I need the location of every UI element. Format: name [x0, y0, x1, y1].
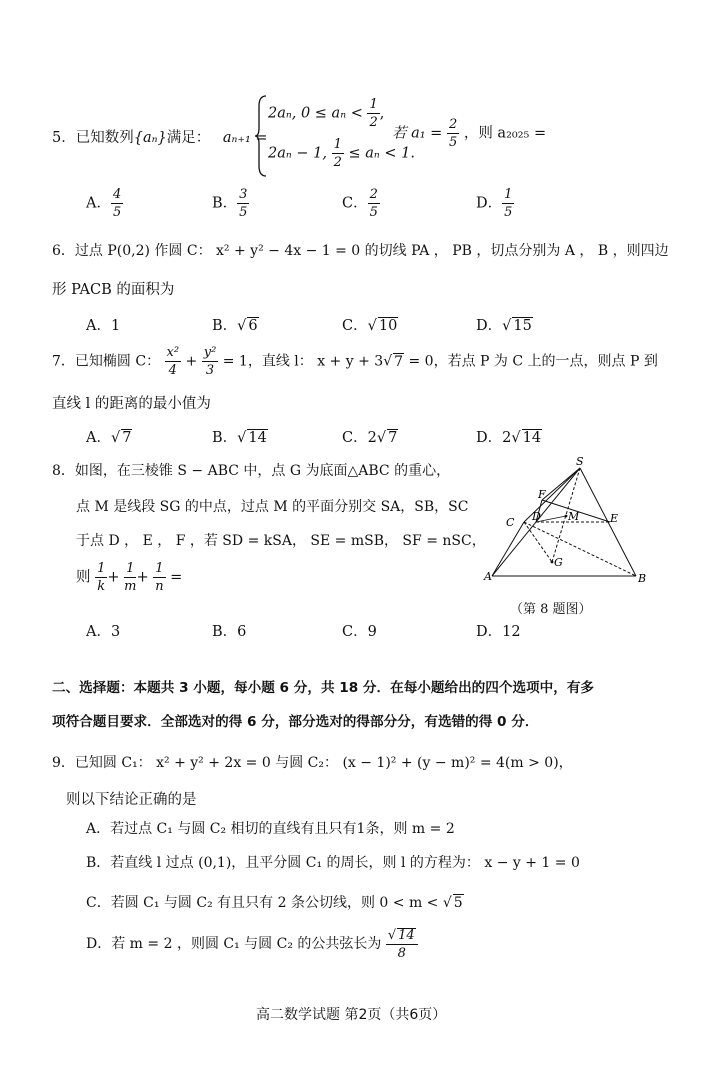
section-2-line1: 二、选择题：本题共 3 小题，每小题 6 分，共 18 分．在每小题给出的四个选项中，有多 — [52, 680, 595, 696]
q5-a-frac — [111, 188, 123, 219]
q5-brace — [254, 94, 268, 178]
q5-case1-num: 1 — [369, 97, 378, 112]
q7-frac2-den: 3 — [205, 363, 215, 378]
figure-label-f: F — [538, 488, 546, 501]
q7-option-a[interactable]: A．√ 7 — [86, 430, 132, 446]
q6-c-root: 10 — [378, 318, 398, 334]
q8-term-k — [95, 562, 107, 593]
q6-line2: 形 PACB 的面积为 — [52, 282, 175, 298]
q5-case1: 2aₙ, 0 ≤ aₙ < $\frac{1}{2}$ , — [268, 97, 385, 130]
q5-d-den: 5 — [504, 205, 513, 220]
q8-term-m — [124, 562, 136, 593]
q8-c-label: C． — [342, 624, 368, 640]
q6-option-a[interactable] — [86, 314, 120, 335]
section-2-line2: 项符合题目要求．全部选对的得 6 分，部分选对的得部分分，有选错的得 0 分． — [52, 714, 539, 730]
q5-c-label: C． — [342, 195, 368, 212]
q9-d-num-root: 14 — [398, 928, 415, 943]
q5-cond-den: 5 — [448, 135, 458, 150]
q8-term-m-num: 1 — [124, 562, 136, 578]
q6-b-root: 6 — [248, 318, 258, 334]
q5-case2-text: 2aₙ − 1, — [268, 145, 327, 162]
q8-option-a[interactable] — [86, 620, 120, 641]
q5-case1-den: 2 — [369, 115, 378, 130]
q7-line1: 7．已知椭圆 C： $\frac{\text{x²}}{4}$ + $\frac{\text{y²}}{3}$ = 1，直线 l： x + y + 3√ 7 = 0，若点 P 为 C 上的一点，则点 P 到 — [52, 345, 658, 378]
q6-d-label: D． — [476, 318, 503, 334]
q8-line4: 则 $\frac{1}{k}$ + $\frac{1}{m}$ + $\frac{1}{n}$ = — [76, 561, 183, 594]
figure-label-g: G — [554, 556, 563, 569]
q5-condition — [392, 118, 546, 149]
q7-c-label: C． — [342, 430, 368, 446]
q7-b-root: 14 — [248, 430, 267, 446]
q9-option-d[interactable] — [86, 928, 418, 960]
figure-label-m: M — [568, 510, 580, 523]
q8-term-n-num: 1 — [155, 561, 164, 576]
q7-d-label: D． — [476, 430, 503, 446]
q8-term-n-den: n — [155, 579, 164, 594]
q5-d-label: D． — [476, 195, 503, 212]
q9-d-num: √ 14 — [386, 928, 418, 945]
q8-prefix: 则 — [76, 569, 91, 586]
q6-line1: 6．过点 P(0,2) 作圆 C： x² + y² − 4x − 1 = 0 的切线 PA ， PB ，切点分别为 A ， B ，则四边 — [52, 243, 669, 259]
figure-caption: （第 8 题图） — [510, 602, 592, 617]
q5-option-a[interactable] — [86, 188, 123, 219]
q7-d-root: 14 — [522, 430, 542, 446]
q5-option-d[interactable] — [476, 188, 514, 219]
q7-frac1 — [165, 346, 182, 377]
q9-line1: 9．已知圆 C₁： x² + y² + 2x = 0 与圆 C₂： (x − 1)² + (y − m)² = 4(m > 0)， — [52, 755, 573, 771]
q5-b-den: 5 — [239, 205, 248, 220]
figure-label-e: E — [610, 512, 619, 525]
q8-d-label: D． — [476, 624, 503, 640]
q7-c-coef: 2 — [367, 430, 377, 446]
tetrahedron-figure — [480, 456, 660, 592]
q6-option-d[interactable]: D．√ 15 — [476, 318, 532, 334]
figure-label-s: S — [576, 456, 584, 468]
q9-d-prefix: D．若 m = 2 ，则圆 C₁ 与圆 C₂ 的公共弦长为 — [86, 936, 382, 952]
q5-prefix: 5．已知数列 — [52, 130, 134, 146]
q5-option-c[interactable] — [342, 188, 380, 219]
q5-a-label: A． — [86, 195, 111, 212]
q6-a-label: A． — [86, 318, 111, 334]
q7-option-b[interactable]: B．√ 14 — [212, 430, 267, 446]
q8-term-k-num: 1 — [97, 561, 106, 576]
q7-a-root: 7 — [122, 430, 132, 446]
q5-c-num: 2 — [369, 187, 378, 202]
q7-a-label: A． — [86, 430, 111, 446]
q7-plus: + — [185, 353, 198, 370]
q6-d-root: 15 — [513, 318, 532, 334]
q8-a-text: 3 — [110, 624, 121, 640]
figure-label-a: A — [484, 570, 492, 583]
q9-d-den: 8 — [397, 946, 406, 961]
figure-label-c: C — [506, 516, 515, 529]
q8-term-m-den: m — [124, 579, 137, 594]
q5-d-num: 1 — [504, 187, 513, 202]
q5-cond-tail: ，则 a₂₀₂₅ = — [463, 125, 547, 142]
q8-c-text: 9 — [367, 624, 377, 640]
q6-a-text: 1 — [110, 318, 121, 334]
q5-cond-num: 2 — [448, 117, 458, 132]
q8-d-text: 12 — [502, 624, 521, 640]
q5-stem — [52, 126, 268, 147]
q9-option-a[interactable]: A．若过点 C₁ 与圆 C₂ 相切的直线有且只有1条，则 m = 2 — [86, 821, 455, 837]
q5-lhs: aₙ₊₁ = — [222, 130, 268, 146]
q7-option-c[interactable]: C．2√ 7 — [342, 430, 398, 446]
q7-after: = 1，直线 l： x + y + 3 — [222, 353, 384, 370]
q7-frac2-num: y² — [203, 345, 217, 360]
q5-case2-tail: ≤ aₙ < 1. — [348, 145, 415, 162]
q5-case2-den: 2 — [333, 155, 342, 170]
q6-option-b[interactable]: B．√ 6 — [212, 318, 258, 334]
q5-case2-frac — [332, 138, 344, 169]
q6-c-label: C． — [342, 318, 368, 334]
q7-frac1-den: 4 — [168, 363, 177, 378]
q8-b-label: B． — [212, 624, 238, 640]
q5-b-num: 3 — [239, 187, 248, 202]
q9-option-c[interactable]: C．若圆 C₁ 与圆 C₂ 有且只有 2 条公切线，则 0 < m < √ 5 — [86, 895, 463, 911]
q7-tail: = 0，若点 P 为 C 上的一点，则点 P 到 — [408, 353, 658, 370]
q7-line2: 直线 l 的距离的最小值为 — [52, 396, 211, 412]
q8-option-b[interactable] — [212, 620, 246, 641]
q8-b-text: 6 — [237, 624, 247, 640]
q5-a-num: 4 — [112, 187, 122, 202]
q7-frac1-num: x² — [166, 345, 180, 360]
q9-c-prefix: C．若圆 C₁ 与圆 C₂ 有且只有 2 条公切线，则 0 < m < — [86, 895, 439, 911]
q8-a-label: A． — [86, 624, 111, 640]
q5-c-frac — [368, 188, 380, 219]
q9-d-frac — [386, 928, 418, 960]
page-footer: 高二数学试题 第2页（共6页） — [256, 1007, 447, 1023]
q7-b-label: B． — [212, 430, 238, 446]
q5-c-den: 5 — [369, 205, 378, 220]
q8-term-k-den: k — [97, 579, 106, 594]
q7-prefix: 7．已知椭圆 C： — [52, 353, 161, 370]
q5-a-den: 5 — [112, 205, 122, 220]
q5-option-b[interactable] — [212, 188, 249, 219]
q7-c-root: 7 — [388, 430, 398, 446]
q8-line2: 点 M 是线段 SG 的中点，过点 M 的平面分别交 SA，SB，SC — [76, 499, 469, 515]
q6-option-c[interactable]: C．√ 10 — [342, 318, 398, 334]
q5-b-frac — [237, 188, 249, 219]
q5-case1-text: 2aₙ, 0 ≤ aₙ < — [268, 105, 363, 122]
q9-line2: 则以下结论正确的是 — [66, 792, 197, 808]
figure-label-b: B — [638, 572, 647, 585]
q7-d-coef: 2 — [502, 430, 512, 446]
q9-c-root: 5 — [453, 895, 463, 911]
q5-mid: 满足： — [166, 130, 211, 146]
figure-label-d: D — [532, 510, 541, 523]
q8-tail: = — [170, 569, 183, 586]
q6-b-label: B． — [212, 318, 238, 334]
q5-case1-frac — [367, 98, 379, 129]
q8-option-c[interactable] — [342, 620, 377, 641]
q5-cond-frac — [447, 118, 459, 149]
q5-d-frac — [502, 188, 514, 219]
q7-option-d[interactable]: D．2√ 14 — [476, 430, 542, 446]
q8-line1: 8．如图，在三棱锥 S − ABC 中，点 G 为底面△ABC 的重心， — [52, 463, 451, 479]
q5-seq: {aₙ} — [133, 130, 167, 146]
q9-option-b[interactable]: B．若直线 l 过点 (0,1)，且平分圆 C₁ 的周长，则 l 的方程为： x − y + 1 = 0 — [86, 855, 580, 871]
q5-case2-num: 1 — [333, 137, 342, 152]
q8-term-n — [153, 562, 165, 593]
q7-root: 7 — [394, 353, 404, 370]
q5-cond-prefix: 若 a₁ = — [392, 125, 443, 142]
q8-line3: 于点 D ， E ， F ，若 SD = kSA， SE = mSB， SF = nSC， — [76, 533, 486, 549]
q7-frac2 — [202, 346, 219, 377]
q8-option-d[interactable] — [476, 620, 521, 641]
q5-b-label: B． — [212, 195, 238, 212]
